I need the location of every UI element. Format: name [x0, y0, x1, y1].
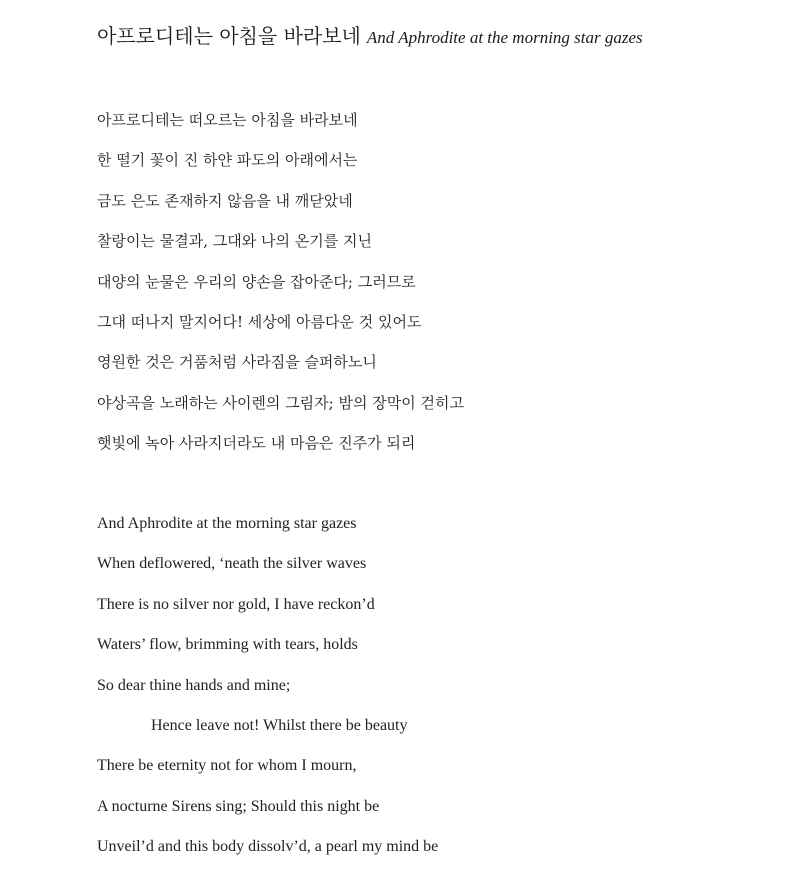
english-line: There be eternity not for whom I mourn,	[97, 757, 357, 775]
korean-stanza	[97, 106, 464, 470]
korean-line: 그대 떠나지 말지어다! 세상에 아름다운 것 있어도	[97, 312, 422, 331]
english-line: There is no silver nor gold, I have reckon’d	[97, 595, 375, 613]
korean-line: 햇빛에 녹아 사라지더라도 내 마음은 진주가 되리	[97, 434, 416, 453]
english-line: When deflowered, ‘neath the silver waves	[97, 555, 367, 573]
korean-line: 아프로디테는 떠오르는 아침을 바라보네	[97, 111, 358, 129]
korean-line: 야상곡을 노래하는 사이렌의 그림자; 밤의 장막이 걷히고	[97, 393, 464, 412]
korean-line: 영원한 것은 거품처럼 사라짐을 슬퍼하노니	[97, 353, 377, 372]
korean-line: 대양의 눈물은 우리의 양손을 잡아준다; 그러므로	[97, 272, 416, 291]
english-stanza	[97, 510, 438, 874]
poem-title	[97, 22, 643, 52]
english-line: Unveil’d and this body dissolv’d, a pearl my mind be	[97, 838, 439, 856]
korean-line: 금도 은도 존재하지 않음을 내 깨닫았네	[97, 191, 353, 210]
english-line: So dear thine hands and mine;	[97, 676, 291, 694]
english-line: A nocturne Sirens sing; Should this night be	[97, 797, 380, 815]
english-line-indented: Hence leave not! Whilst there be beauty	[151, 716, 408, 734]
english-line: And Aphrodite at the morning star gazes	[97, 515, 357, 532]
poem-title-korean: 아프로디테는 아침을 바라보네	[97, 24, 361, 48]
english-line: Waters’ flow, brimming with tears, holds	[97, 636, 358, 654]
korean-line: 찰랑이는 물결과, 그대와 나의 온기를 지닌	[97, 232, 372, 251]
korean-line: 한 떨기 꽃이 진 하얀 파도의 아래에서는	[97, 151, 358, 170]
poem-title-english: And Aphrodite at the morning star gazes	[366, 28, 643, 47]
